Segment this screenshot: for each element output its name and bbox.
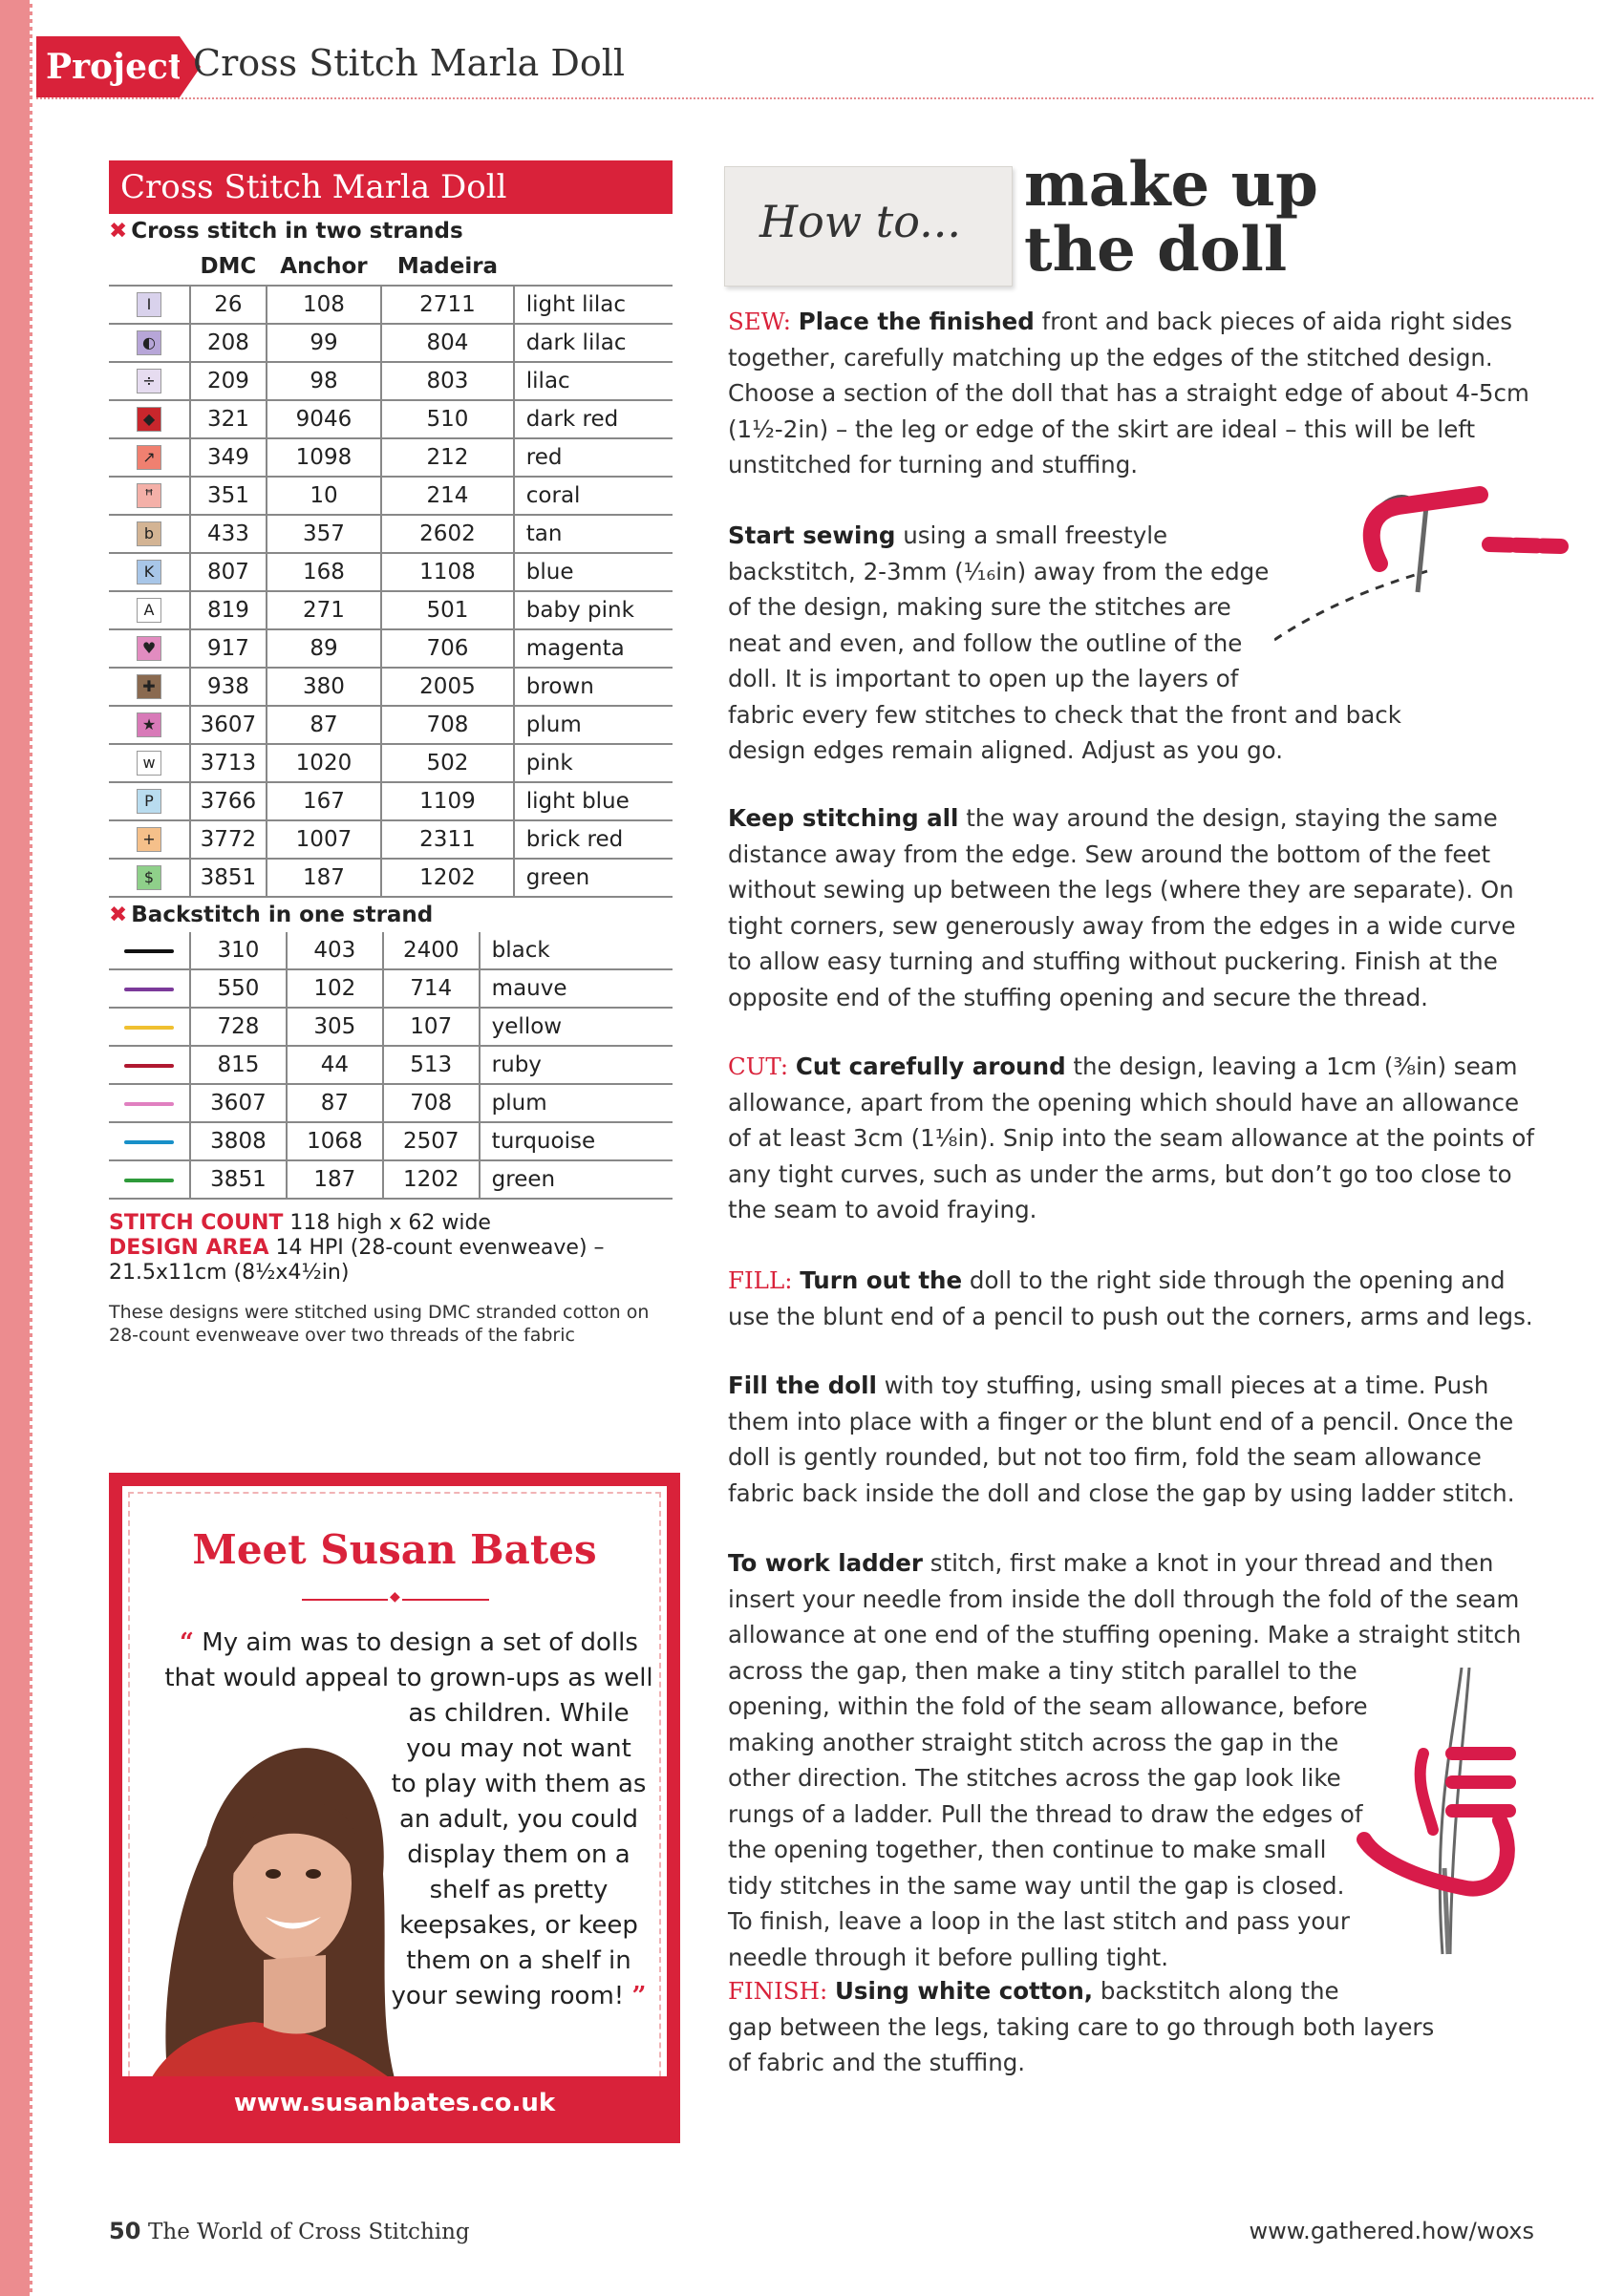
thread-row	[109, 324, 673, 362]
thread-row	[109, 668, 673, 706]
madeira-code: 1202	[383, 1160, 480, 1199]
meet-designer-panel	[109, 1473, 680, 2143]
dmc-code: 728	[190, 1008, 287, 1046]
thread-colour-name: dark lilac	[514, 324, 673, 362]
col-anchor: Anchor	[267, 248, 381, 286]
thread-row	[109, 477, 673, 515]
thread-colour-name: brown	[514, 668, 673, 706]
dmc-code: 3851	[190, 1160, 287, 1199]
anchor-code: 168	[267, 553, 381, 591]
thread-table-header	[109, 248, 673, 286]
meet-title: Meet Susan Bates	[192, 1526, 597, 1573]
dmc-code: 807	[190, 553, 267, 591]
dmc-code: 3772	[190, 820, 267, 859]
backstitch-row	[109, 1160, 673, 1199]
backstitch-line-icon	[124, 1064, 174, 1068]
design-area-line	[109, 1236, 673, 1286]
dmc-code: 3713	[190, 744, 267, 782]
col-madeira: Madeira	[381, 248, 514, 286]
anchor-code: 167	[267, 782, 381, 820]
thread-colour-name: light blue	[514, 782, 673, 820]
backstitch-line-icon	[124, 1179, 174, 1182]
madeira-code: 107	[383, 1008, 480, 1046]
step-start-sewing: Start sewing using a small freestyle backstitch, 2-3mm (¹⁄₁₆in) away from the edge of the design, making sure the stitches are neat and even, and follow the outline of the doll. It is important to open up the layers of fabric every few stitches to check that the front and back design edges remain aligned. Adjust as you go.	[728, 521, 1401, 764]
thread-row	[109, 820, 673, 859]
madeira-code: 502	[381, 744, 514, 782]
madeira-code: 214	[381, 477, 514, 515]
thread-key-panel	[109, 160, 673, 1347]
thread-row	[109, 515, 673, 553]
madeira-code: 501	[381, 591, 514, 629]
thread-symbol-icon: w	[137, 751, 161, 776]
madeira-code: 803	[381, 362, 514, 400]
anchor-code: 44	[287, 1046, 383, 1084]
backstitch-row	[109, 1046, 673, 1084]
thread-row	[109, 362, 673, 400]
thread-colour-name: dark red	[514, 400, 673, 438]
anchor-code: 187	[287, 1160, 383, 1199]
dmc-code: 3607	[190, 706, 267, 744]
cross-icon: ✖	[109, 903, 128, 927]
designer-portrait	[149, 1711, 395, 2082]
madeira-code: 708	[381, 706, 514, 744]
madeira-code: 2311	[381, 820, 514, 859]
thread-colour-name: blue	[514, 553, 673, 591]
dmc-code: 26	[190, 286, 267, 324]
backstitch-heading: ✖ Backstitch in one strand	[109, 903, 434, 927]
anchor-code: 98	[267, 362, 381, 400]
thread-colour-name: ruby	[480, 1046, 673, 1084]
anchor-code: 1007	[267, 820, 381, 859]
anchor-code: 187	[267, 859, 381, 897]
thread-row	[109, 591, 673, 629]
thread-symbol-icon: I	[137, 292, 161, 317]
madeira-code: 714	[383, 969, 480, 1008]
page-number: 50	[109, 2218, 141, 2244]
stitch-count-value: 118 high x 62 wide	[289, 1211, 491, 1235]
col-dmc: DMC	[190, 248, 267, 286]
thread-table	[109, 248, 673, 898]
stitch-count-label: STITCH COUNT	[109, 1211, 284, 1235]
stitch-stats	[109, 1211, 673, 1286]
thread-colour-name: baby pink	[514, 591, 673, 629]
madeira-code: 212	[381, 438, 514, 477]
anchor-code: 87	[267, 706, 381, 744]
backstitch-line-icon	[124, 988, 174, 991]
ladder-stitch-needle-illustration	[1357, 1668, 1567, 1964]
dmc-code: 321	[190, 400, 267, 438]
thread-symbol-icon: ÷	[137, 369, 161, 393]
thread-colour-name: magenta	[514, 629, 673, 668]
dmc-code: 3808	[190, 1122, 287, 1160]
step-cut: CUT: Cut carefully around the design, leaving a 1cm (³⁄₈in) seam allowance, apart from the opening which should have an allowance of at least 3cm (1¹⁄₈in). Snip into the seam allowance at the points of any tight curves, such as under the arms, but don’t go too close to the seam to avoid fraying.	[728, 1052, 1534, 1223]
anchor-code: 357	[267, 515, 381, 553]
thread-colour-name: black	[480, 932, 673, 969]
backstitch-line-icon	[124, 949, 174, 953]
thread-row	[109, 744, 673, 782]
page-edge-stripe	[0, 0, 32, 2296]
thread-row	[109, 438, 673, 477]
step-keep-stitching: Keep stitching all the way around the design, staying the same distance away from the edge. Sew around the bottom of the feet without sewing up between the legs (where they are separate). On tight corners, sew generously away from the edges in a wide curve to allow easy turning and stuffing without puckering. Finish at the opposite end of the stuffing opening and secure the thread.	[728, 804, 1516, 1011]
dmc-code: 3607	[190, 1084, 287, 1122]
dmc-code: 815	[190, 1046, 287, 1084]
thread-symbol-icon: ↗	[137, 445, 161, 470]
anchor-code: 1068	[287, 1122, 383, 1160]
dmc-code: 433	[190, 515, 267, 553]
dmc-code: 3851	[190, 859, 267, 897]
anchor-code: 99	[267, 324, 381, 362]
thread-symbol-icon: A	[137, 598, 161, 623]
stitch-count-line	[109, 1211, 673, 1236]
madeira-code: 1202	[381, 859, 514, 897]
thread-symbol-icon: +	[137, 827, 161, 852]
thread-colour-name: yellow	[480, 1008, 673, 1046]
section-tag: Project	[36, 36, 180, 97]
header-divider	[36, 97, 1593, 99]
backstitch-line-icon	[124, 1026, 174, 1030]
madeira-code: 706	[381, 629, 514, 668]
dmc-code: 819	[190, 591, 267, 629]
anchor-code: 108	[267, 286, 381, 324]
madeira-code: 2711	[381, 286, 514, 324]
page-footer	[109, 2218, 470, 2244]
madeira-code: 1108	[381, 553, 514, 591]
thread-symbol-icon: ◆	[137, 407, 161, 432]
how-to-label: How to...	[724, 166, 1013, 287]
thread-colour-name: tan	[514, 515, 673, 553]
page-header-title: Cross Stitch Marla Doll	[193, 42, 626, 84]
step-fill-doll: Fill the doll with toy stuffing, using small pieces at a time. Push them into place with a finger or the blunt end of a pencil. Once the doll is gently rounded, but not too firm, fold the seam allowance fabric back inside the doll and close the gap by using ladder stitch.	[728, 1371, 1515, 1507]
backstitch-row	[109, 1084, 673, 1122]
cross-stitch-rows	[109, 286, 673, 897]
close-quote-icon: ”	[631, 1982, 647, 2010]
cross-stitch-heading: ✖ Cross stitch in two strands	[109, 219, 463, 244]
anchor-code: 9046	[267, 400, 381, 438]
thread-symbol-icon: ꟸ	[137, 483, 161, 508]
dmc-code: 917	[190, 629, 267, 668]
backstitch-row	[109, 1122, 673, 1160]
thread-row	[109, 400, 673, 438]
designer-website-link[interactable]: www.susanbates.co.uk	[122, 2076, 667, 2130]
madeira-code: 513	[383, 1046, 480, 1084]
thread-symbol-icon: P	[137, 789, 161, 814]
anchor-code: 89	[267, 629, 381, 668]
thread-symbol-icon: ◐	[137, 330, 161, 355]
thread-row	[109, 859, 673, 897]
thread-row	[109, 629, 673, 668]
cross-icon: ✖	[109, 219, 128, 244]
dmc-code: 938	[190, 668, 267, 706]
key-title: Cross Stitch Marla Doll	[109, 160, 673, 214]
madeira-code: 804	[381, 324, 514, 362]
dmc-code: 351	[190, 477, 267, 515]
backstitch-table	[109, 932, 673, 1200]
ornament-divider	[302, 1599, 489, 1601]
backstitch-row	[109, 1008, 673, 1046]
thread-colour-name: brick red	[514, 820, 673, 859]
dmc-code: 3766	[190, 782, 267, 820]
thread-symbol-icon: ✚	[137, 674, 161, 699]
madeira-code: 2005	[381, 668, 514, 706]
thread-colour-name: plum	[514, 706, 673, 744]
thread-colour-name: red	[514, 438, 673, 477]
step-sew: SEW: Place the finished front and back pieces of aida right sides together, carefully matching up the edges of the stitched design. Choose a section of the doll that has a straight edge of about 4-5cm (1½-2in) – the leg or edge of the skirt are ideal – this will be left unstitched for turning and stuffing.	[728, 308, 1529, 478]
madeira-code: 2507	[383, 1122, 480, 1160]
anchor-code: 1020	[267, 744, 381, 782]
thread-row	[109, 706, 673, 744]
backstitch-rows	[109, 932, 673, 1199]
anchor-code: 102	[287, 969, 383, 1008]
dmc-code: 209	[190, 362, 267, 400]
thread-colour-name: turquoise	[480, 1122, 673, 1160]
dmc-code: 349	[190, 438, 267, 477]
thread-colour-name: green	[480, 1160, 673, 1199]
madeira-code: 708	[383, 1084, 480, 1122]
thread-colour-name: plum	[480, 1084, 673, 1122]
thread-row	[109, 553, 673, 591]
design-area-label: DESIGN AREA	[109, 1236, 269, 1260]
footer-website-link[interactable]: www.gathered.how/woxs	[1249, 2218, 1534, 2244]
dmc-code: 310	[190, 932, 287, 969]
design-area-value: 14 HPI (28-count evenweave) – 21.5x11cm (8½x4½in)	[109, 1236, 605, 1285]
madeira-code: 1109	[381, 782, 514, 820]
how-to-title: make up the doll	[1024, 149, 1318, 286]
thread-row	[109, 782, 673, 820]
thread-colour-name: light lilac	[514, 286, 673, 324]
madeira-code: 2400	[383, 932, 480, 969]
thread-symbol-icon: b	[137, 521, 161, 546]
dmc-code: 550	[190, 969, 287, 1008]
backstitch-line-icon	[124, 1140, 174, 1144]
magazine-name: The World of Cross Stitching	[148, 2220, 470, 2244]
thread-colour-name: coral	[514, 477, 673, 515]
thread-colour-name: pink	[514, 744, 673, 782]
anchor-code: 271	[267, 591, 381, 629]
anchor-code: 1098	[267, 438, 381, 477]
backstitch-line-icon	[124, 1102, 174, 1106]
backstitch-row	[109, 969, 673, 1008]
thread-symbol-icon: K	[137, 560, 161, 585]
thread-colour-name: green	[514, 859, 673, 897]
step-ladder-stitch: To work ladder stitch, first make a knot in your thread and then insert your needle from inside the doll through the fold of the seam allowance at one end of the stuffing opening. Make a straight stitch across the gap, then make a tiny stitch parallel to the opening, within the fold of the seam allowance, before making another straight stitch across the gap in the other direction. The stitches across the gap look like rungs of a ladder. Pull the thread to draw the edges of the opening together, then continue to make small tidy stitches in the same way until the gap is closed. To finish, leave a loop in the last stitch and pass your needle through it before pulling tight.	[728, 1549, 1522, 1971]
anchor-code: 10	[267, 477, 381, 515]
thread-row	[109, 286, 673, 324]
anchor-code: 380	[267, 668, 381, 706]
anchor-code: 403	[287, 932, 383, 969]
step-finish: FINISH: Using white cotton, backstitch along the gap between the legs, taking care to go through both layers of fabric and the stuffing.	[728, 1977, 1435, 2076]
stitch-note: These designs were stitched using DMC stranded cotton on 28-count evenweave over two threads of the fabric	[109, 1302, 650, 1346]
quote-start: “ My aim was to design a set of dolls that would appeal to grown-ups as well	[164, 1628, 653, 1692]
step-fill: FILL: Turn out the doll to the right side through the opening and use the blunt end of a pencil to push out the corners, arms and legs.	[728, 1266, 1533, 1330]
madeira-code: 2602	[381, 515, 514, 553]
anchor-code: 87	[287, 1084, 383, 1122]
backstitch-needle-illustration	[1274, 478, 1580, 659]
thread-symbol-icon: $	[137, 865, 161, 890]
anchor-code: 305	[287, 1008, 383, 1046]
dmc-code: 208	[190, 324, 267, 362]
thread-symbol-icon: ★	[137, 712, 161, 737]
quote-continuation: as children. While you may not want to play with them as an adult, you could display them on a shelf as pretty keepsakes, or keep them on a shelf in your sewing room! ”	[391, 1699, 647, 2010]
thread-colour-name: mauve	[480, 969, 673, 1008]
backstitch-row	[109, 932, 673, 969]
thread-colour-name: lilac	[514, 362, 673, 400]
thread-symbol-icon: ♥	[137, 636, 161, 661]
open-quote-icon: “	[180, 1628, 195, 1657]
madeira-code: 510	[381, 400, 514, 438]
